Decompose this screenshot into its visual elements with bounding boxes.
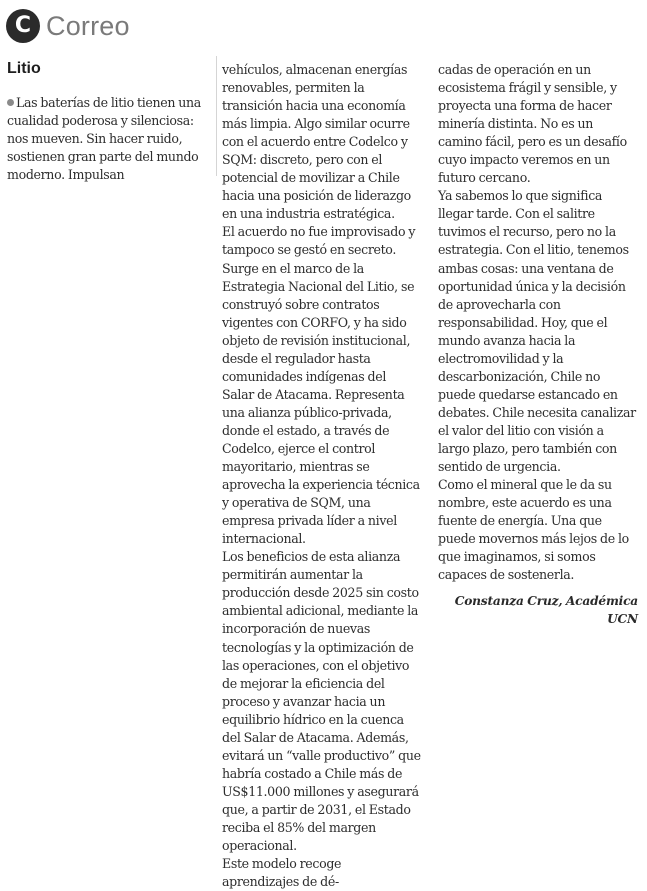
- column-divider: [216, 56, 217, 176]
- section-name: Correo: [46, 10, 130, 41]
- article-title: Litio: [7, 60, 41, 77]
- paragraph: El acuerdo no fue improvisado y tampoco se gestó en secreto. Surge en el marco de la Estrategia Nacional del Litio, se construyó sobre contratos vigentes con CORFO, y ha sido objeto de revisión institucional, desde el regulador hasta comunidades indígenas del Salar de Atacama. Representa una alianza público-privada, donde el estado, a través de Codelco, ejerce el control mayoritario, mientras se aprovecha la experiencia técnica y operativa de SQM, una empresa privada líder a nivel internacional.: [222, 224, 420, 547]
- section-badge: C: [6, 9, 40, 43]
- section-header: [6, 8, 130, 44]
- column-3: [438, 61, 638, 628]
- paragraph: [7, 94, 212, 184]
- paragraph: Como el mineral que le da su nombre, este acuerdo es una fuente de energía. Una que puede movernos más lejos de lo que imaginamos, si somos capaces de sostenerla.: [438, 477, 629, 583]
- bullet-icon: [7, 99, 14, 106]
- paragraph: Ya sabemos lo que significa llegar tarde. Con el salitre tuvimos el recurso, pero no la estrategia. Con el litio, tenemos ambas cosas: una ventana de oportunidad única y la decisión de aprovecharla con responsabilidad. Hoy, que el mundo avanza hacia la electromovilidad y la descarbonización, Chile no puede quedarse estancado en debates. Chile necesita canalizar el valor del litio con visión a largo plazo, pero también con sentido de urgencia.: [438, 188, 636, 475]
- paragraph: cadas de operación en un ecosistema frágil y sensible, y proyecta una forma de hacer minería distinta. No es un camino fácil, pero es un desafío cuyo impacto veremos en un futuro cercano.: [438, 62, 627, 186]
- column-2: [222, 61, 421, 891]
- paragraph: Los beneficios de esta alianza permitirán aumentar la producción desde 2025 sin costo ambiental adicional, mediante la incorporación de nuevas tecnologías y la optimización de las operaciones, con el objetivo de mejorar la eficiencia del proceso y avanzar hacia un equilibrio hídrico en la cuenca del Salar de Atacama. Además, evitará un “valle productivo” que habría costado a Chile más de US$11.000 millones y asegurará que, a partir de 2031, el Estado reciba el 85% del margen operacional.: [222, 549, 421, 854]
- paragraph-text: Las baterías de litio tienen una cualidad poderosa y silenciosa: nos mueven. Sin hacer ruido, sostienen gran parte del mundo moderno. Impulsan: [7, 95, 201, 183]
- paragraph: Este modelo recoge aprendizajes de dé-: [222, 856, 342, 890]
- column-1: [7, 60, 212, 184]
- paragraph: vehículos, almacenan energías renovables, permiten la transición hacia una economía más limpia. Algo similar ocurre con el acuerdo entre Codelco y SQM: discreto, pero con el potencial de movilizar a Chile hacia una posición de liderazgo en una industria estratégica.: [222, 62, 411, 222]
- author-signature: Constanza Cruz, Académica UCN: [454, 594, 638, 627]
